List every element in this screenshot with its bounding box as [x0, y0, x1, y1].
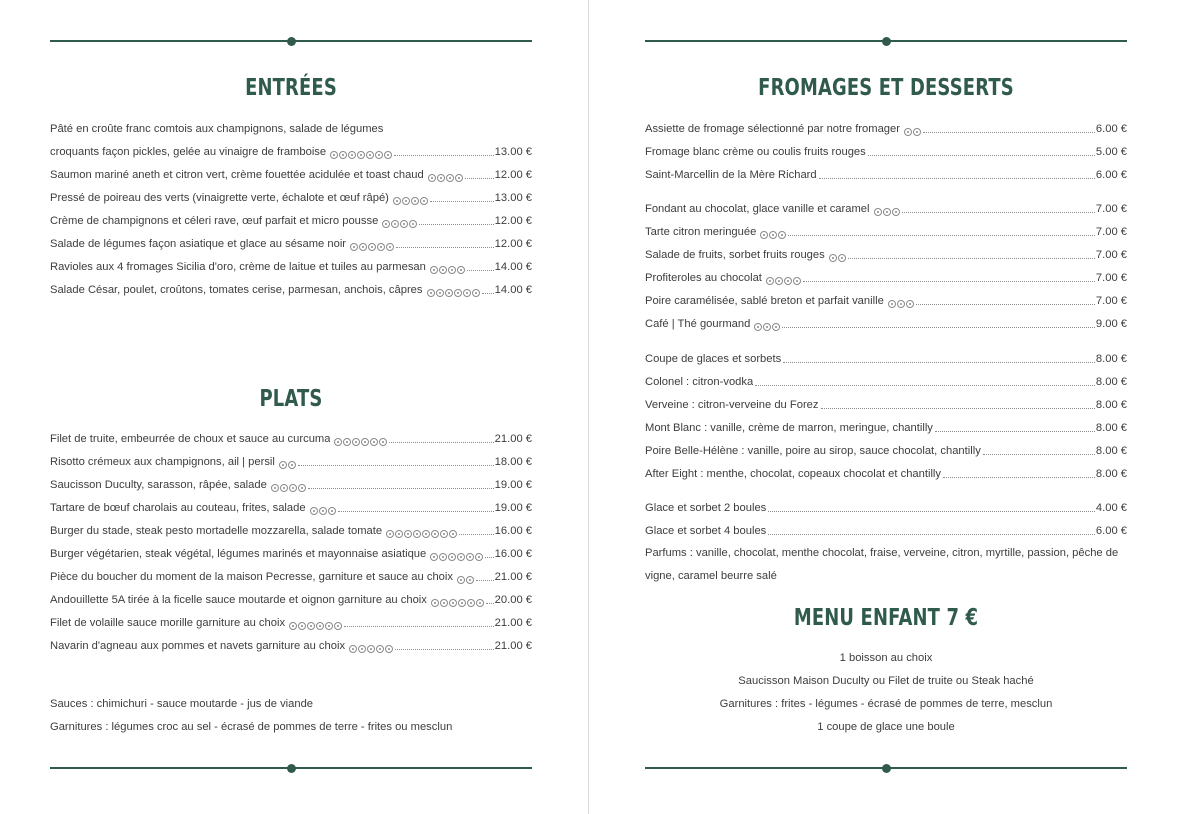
entree-price: 14.00 € [494, 261, 532, 273]
leader-dots [821, 408, 1095, 409]
leader-dots [338, 511, 494, 512]
plat-item [50, 455, 532, 469]
entree-item [50, 191, 532, 205]
menu-enfant-title: MENU ENFANT 7 € [793, 605, 979, 631]
fromage-item [645, 168, 1127, 182]
leader-dots [485, 557, 493, 558]
glace-name: After Eight : menthe, chocolat, copeaux chocolat et chantilly [645, 468, 942, 480]
leader-dots [868, 155, 1095, 156]
plat-name: Filet de volaille sauce morille garniture au choix [50, 617, 286, 629]
entree-price: 12.00 € [494, 238, 532, 250]
allergen-icon [428, 174, 463, 182]
top-left-ornament [50, 40, 532, 42]
glace-name: Poire Belle-Hélène : vanille, poire au sirop, sauce chocolat, chantilly [645, 445, 981, 457]
allergen-icon [829, 254, 846, 262]
dessert-price: 7.00 € [1095, 295, 1127, 307]
dessert-price: 7.00 € [1095, 226, 1127, 238]
allergen-icon [430, 553, 483, 561]
page-divider [588, 0, 589, 814]
plat-name: Tartare de bœuf charolais au couteau, frites, salade [50, 502, 306, 514]
leader-dots [783, 362, 1095, 363]
plat-name: Saucisson Duculty, sarasson, râpée, salade [50, 479, 267, 491]
dessert-price: 9.00 € [1095, 318, 1127, 330]
entree-item [50, 237, 532, 251]
allergen-icon [334, 438, 387, 446]
plat-item [50, 616, 532, 630]
entree-line1: Pâté en croûte franc comtois aux champignons, salade de légumes [50, 123, 384, 135]
boules-name: Glace et sorbet 2 boules [645, 502, 767, 514]
entree-name: Pressé de poireau des verts (vinaigrette verte, échalote et œuf râpé) [50, 192, 389, 204]
plat-item [50, 547, 532, 561]
entree-name: Saumon mariné aneth et citron vert, crème fouettée acidulée et toast chaud [50, 169, 424, 181]
dessert-price: 7.00 € [1095, 272, 1127, 284]
plat-name: Pièce du boucher du moment de la maison Pecresse, garniture et sauce au choix [50, 571, 453, 583]
bottom-left-ornament [50, 767, 532, 769]
leader-dots [935, 431, 1095, 432]
leader-dots [389, 442, 493, 443]
plat-price: 16.00 € [494, 525, 532, 537]
plat-price: 21.00 € [494, 640, 532, 652]
glace-name: Colonel : citron-vodka [645, 376, 754, 388]
allergen-icon [271, 484, 306, 492]
leader-dots [344, 626, 494, 627]
glace-name: Verveine : citron-verveine du Forez [645, 399, 819, 411]
allergen-icon [888, 300, 914, 308]
leader-dots [482, 293, 494, 294]
allergen-icon [330, 151, 392, 159]
leader-dots [486, 603, 494, 604]
dessert-price: 7.00 € [1095, 249, 1127, 261]
allergen-icon [382, 220, 417, 228]
leader-dots [467, 270, 494, 271]
entree-item [50, 283, 532, 297]
glace-item [645, 352, 1127, 366]
plat-price: 20.00 € [494, 594, 532, 606]
leader-dots [419, 224, 493, 225]
allergen-icon [760, 231, 786, 239]
plat-price: 18.00 € [494, 456, 532, 468]
plat-name: Burger végétarien, steak végétal, légumes marinés et mayonnaise asiatique [50, 548, 427, 560]
allergen-icon [393, 197, 428, 205]
plat-name: Andouillette 5A tirée à la ficelle sauce moutarde et oignon garniture au choix [50, 594, 427, 606]
plat-price: 21.00 € [494, 571, 532, 583]
leader-dots [923, 132, 1095, 133]
leader-dots [768, 534, 1095, 535]
allergen-icon [754, 323, 780, 331]
glace-name: Coupe de glaces et sorbets [645, 353, 782, 365]
glace-item [645, 375, 1127, 389]
entree-name: Salade de légumes façon asiatique et glace au sésame noir [50, 238, 347, 250]
glace-price: 8.00 € [1095, 445, 1127, 457]
allergen-icon [766, 277, 801, 285]
plat-price: 19.00 € [494, 502, 532, 514]
glace-price: 8.00 € [1095, 353, 1127, 365]
leader-dots [465, 178, 494, 179]
fromage-price: 6.00 € [1095, 123, 1127, 135]
allergen-icon [279, 461, 296, 469]
fromage-item [645, 145, 1127, 159]
dessert-item [645, 294, 1127, 308]
allergen-icon [430, 266, 465, 274]
leader-dots [848, 258, 1095, 259]
leader-dots [755, 385, 1095, 386]
leader-dots [902, 212, 1095, 213]
dessert-name: Poire caramélisée, sablé breton et parfait vanille [645, 295, 884, 307]
plat-price: 19.00 € [494, 479, 532, 491]
glace-item [645, 398, 1127, 412]
entree-price: 13.00 € [494, 146, 532, 158]
entree-price: 13.00 € [494, 192, 532, 204]
parfums-text: Parfums : vanille, chocolat, menthe chocolat, fraise, verveine, citron, myrtille, passion, pêche de vigne, caramel beurre salé [645, 547, 1119, 582]
glace-item [645, 444, 1127, 458]
allergen-icon [310, 507, 336, 515]
plat-price: 21.00 € [494, 433, 532, 445]
dessert-name: Fondant au chocolat, glace vanille et caramel [645, 203, 870, 215]
allergen-icon [431, 599, 484, 607]
leader-dots [782, 327, 1095, 328]
leader-dots [396, 247, 494, 248]
entree-name: croquants façon pickles, gelée au vinaigre de framboise [50, 146, 327, 158]
entrees-title: ENTRÉES [245, 75, 337, 101]
menu-enfant-line: Garnitures : frites - légumes - écrasé de pommes de terre, mesclun [719, 698, 1053, 710]
entree-price: 12.00 € [494, 169, 532, 181]
allergen-icon [427, 289, 480, 297]
sauces-line: Sauces : chimichuri - sauce moutarde - jus de viande [50, 698, 314, 710]
allergen-icon [349, 645, 393, 653]
plat-item [50, 639, 532, 653]
plat-item [50, 570, 532, 584]
fromage-item [645, 122, 1127, 136]
entree-name: Salade César, poulet, croûtons, tomates cerise, parmesan, anchois, câpres [50, 284, 423, 296]
menu-enfant-line: Saucisson Maison Duculty ou Filet de truite ou Steak haché [738, 675, 1034, 687]
fromage-price: 6.00 € [1095, 169, 1127, 181]
plat-item [50, 432, 532, 446]
leader-dots [395, 649, 494, 650]
plat-name: Navarin d'agneau aux pommes et navets garniture au choix [50, 640, 346, 652]
entree-item [50, 260, 532, 274]
dessert-item [645, 225, 1127, 239]
allergen-icon [904, 128, 921, 136]
leader-dots [768, 511, 1095, 512]
plat-name: Filet de truite, embeurrée de choux et sauce au curcuma [50, 433, 331, 445]
boules-item [645, 501, 1127, 515]
glace-price: 8.00 € [1095, 468, 1127, 480]
entree-item [50, 145, 532, 159]
entree-item [50, 214, 532, 228]
plat-price: 21.00 € [494, 617, 532, 629]
menu-enfant-line: 1 boisson au choix [839, 652, 933, 664]
plat-name: Risotto crémeux aux champignons, ail | persil [50, 456, 275, 468]
plat-item [50, 478, 532, 492]
desserts-title: FROMAGES ET DESSERTS [758, 75, 1014, 101]
plat-item [50, 524, 532, 538]
glace-name: Mont Blanc : vanille, crème de marron, meringue, chantilly [645, 422, 933, 434]
allergen-icon [874, 208, 900, 216]
dessert-item [645, 202, 1127, 216]
leader-dots [430, 201, 494, 202]
boules-price: 4.00 € [1095, 502, 1127, 514]
entree-price: 14.00 € [494, 284, 532, 296]
allergen-icon [386, 530, 457, 538]
glace-price: 8.00 € [1095, 376, 1127, 388]
dessert-price: 7.00 € [1095, 203, 1127, 215]
boules-item [645, 524, 1127, 538]
fromage-name: Saint-Marcellin de la Mère Richard [645, 169, 817, 181]
dessert-name: Café | Thé gourmand [645, 318, 751, 330]
dessert-name: Salade de fruits, sorbet fruits rouges [645, 249, 825, 261]
dessert-name: Profiteroles au chocolat [645, 272, 762, 284]
glace-price: 8.00 € [1095, 399, 1127, 411]
dessert-name: Tarte citron meringuée [645, 226, 757, 238]
leader-dots [983, 454, 1095, 455]
menu-enfant-line: 1 coupe de glace une boule [817, 721, 955, 733]
entree-price: 12.00 € [494, 215, 532, 227]
plat-item [50, 593, 532, 607]
fromage-name: Assiette de fromage sélectionné par notre fromager [645, 123, 900, 135]
fromage-price: 5.00 € [1095, 146, 1127, 158]
allergen-icon [350, 243, 394, 251]
leader-dots [943, 477, 1095, 478]
bottom-right-ornament [645, 767, 1127, 769]
dessert-item [645, 317, 1127, 331]
plat-price: 16.00 € [494, 548, 532, 560]
plat-name: Burger du stade, steak pesto mortadelle mozzarella, salade tomate [50, 525, 383, 537]
leader-dots [803, 281, 1095, 282]
leader-dots [298, 465, 494, 466]
dessert-item [645, 248, 1127, 262]
glace-price: 8.00 € [1095, 422, 1127, 434]
boules-name: Glace et sorbet 4 boules [645, 525, 767, 537]
leader-dots [394, 155, 494, 156]
dessert-item [645, 271, 1127, 285]
glace-item [645, 467, 1127, 481]
leader-dots [459, 534, 494, 535]
entree-item [50, 168, 532, 182]
leader-dots [916, 304, 1095, 305]
garnitures-line: Garnitures : légumes croc au sel - écrasé de pommes de terre - frites ou mesclun [50, 721, 453, 733]
entree-name: Crème de champignons et céleri rave, œuf parfait et micro pousse [50, 215, 379, 227]
top-right-ornament [645, 40, 1127, 42]
boules-price: 6.00 € [1095, 525, 1127, 537]
plat-item [50, 501, 532, 515]
glace-item [645, 421, 1127, 435]
leader-dots [819, 178, 1095, 179]
leader-dots [788, 235, 1095, 236]
fromage-name: Fromage blanc crème ou coulis fruits rouges [645, 146, 866, 158]
leader-dots [308, 488, 494, 489]
allergen-icon [289, 622, 342, 630]
allergen-icon [457, 576, 474, 584]
plats-title: PLATS [259, 386, 323, 412]
leader-dots [476, 580, 494, 581]
entree-name: Ravioles aux 4 fromages Sicilia d'oro, crème de laitue et tuiles au parmesan [50, 261, 426, 273]
